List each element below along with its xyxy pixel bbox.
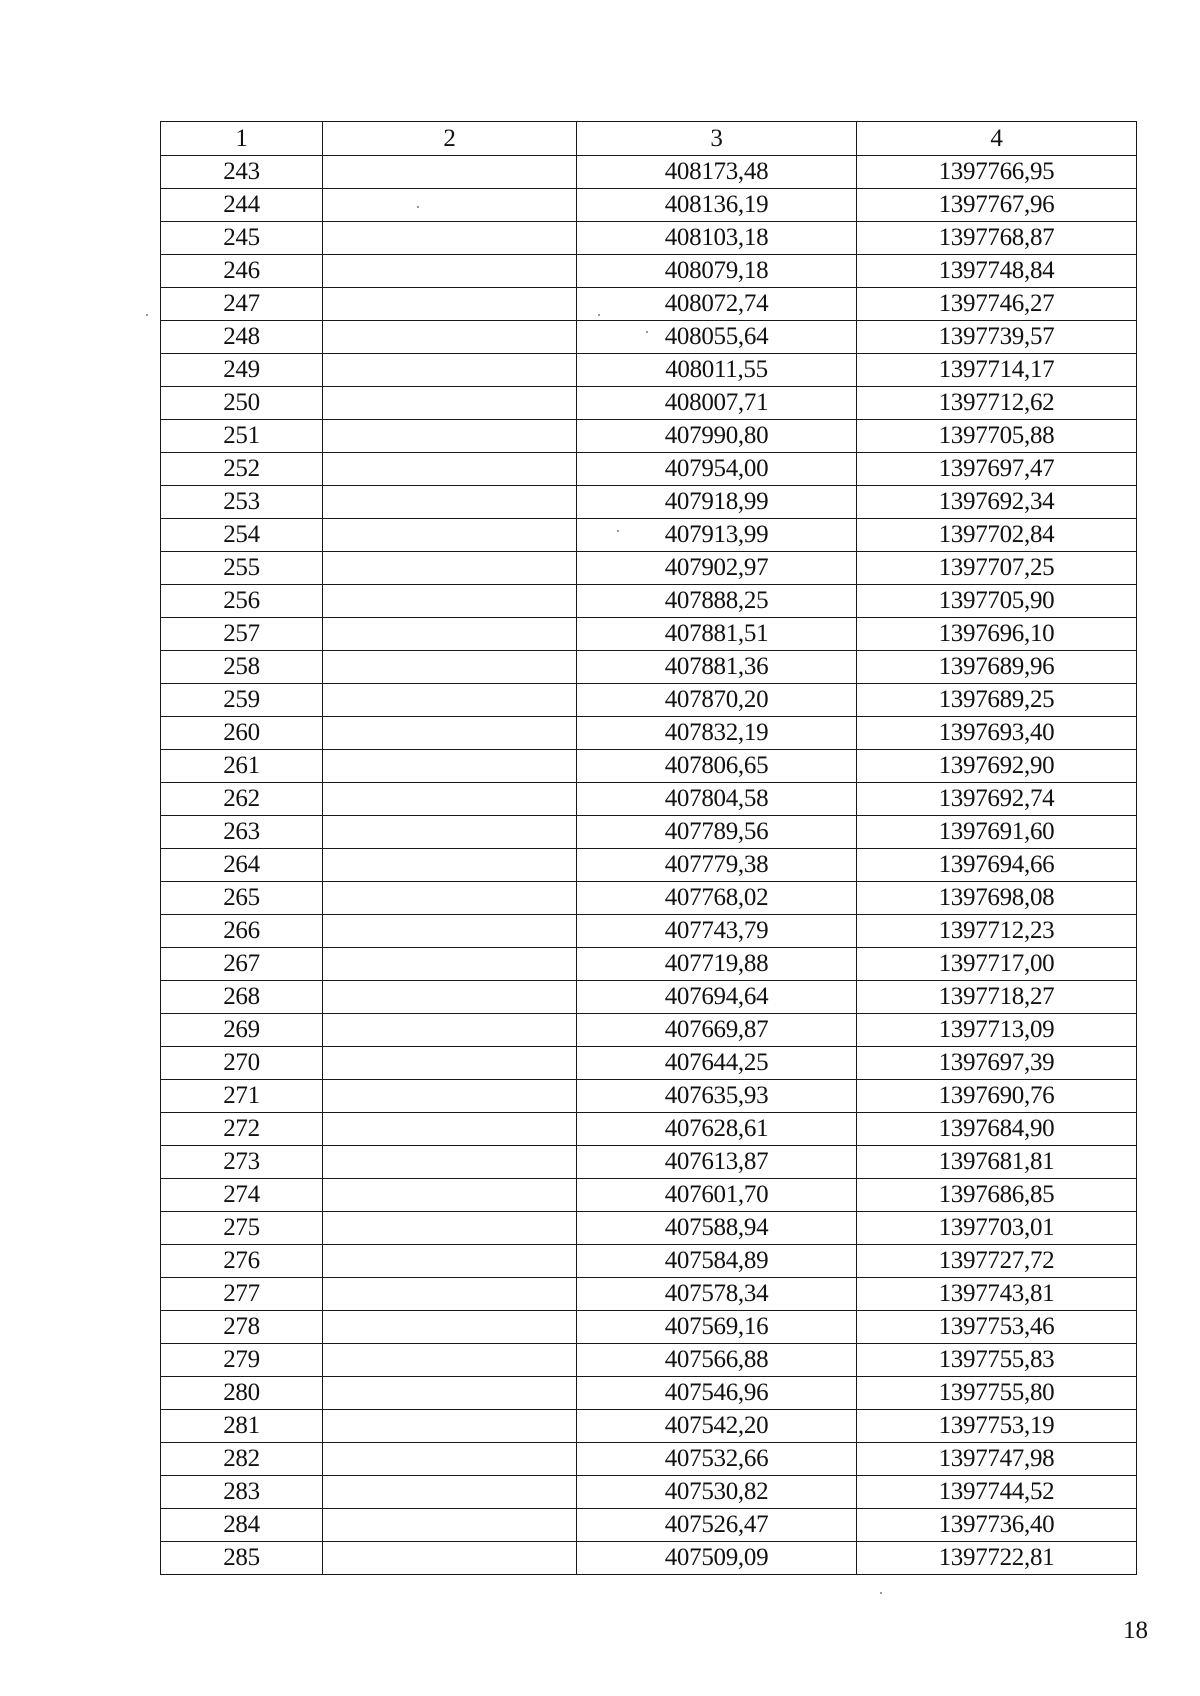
point-number-cell: 269 xyxy=(161,1014,323,1047)
x-coordinate-cell: 407509,09 xyxy=(577,1542,857,1575)
x-coordinate-cell: 408173,48 xyxy=(577,156,857,189)
y-coordinate-cell: 1397739,57 xyxy=(857,321,1137,354)
point-number-cell: 254 xyxy=(161,519,323,552)
empty-cell xyxy=(323,618,577,651)
point-number-cell: 284 xyxy=(161,1509,323,1542)
empty-cell xyxy=(323,684,577,717)
empty-cell xyxy=(323,1509,577,1542)
y-coordinate-cell: 1397707,25 xyxy=(857,552,1137,585)
empty-cell xyxy=(323,486,577,519)
x-coordinate-cell: 407789,56 xyxy=(577,816,857,849)
y-coordinate-cell: 1397702,84 xyxy=(857,519,1137,552)
empty-cell xyxy=(323,1443,577,1476)
empty-cell xyxy=(323,387,577,420)
empty-cell xyxy=(323,189,577,222)
y-coordinate-cell: 1397692,34 xyxy=(857,486,1137,519)
point-number-cell: 253 xyxy=(161,486,323,519)
x-coordinate-cell: 407578,34 xyxy=(577,1278,857,1311)
empty-cell xyxy=(323,1047,577,1080)
y-coordinate-cell: 1397694,66 xyxy=(857,849,1137,882)
empty-cell xyxy=(323,1311,577,1344)
table-row xyxy=(161,552,1137,585)
scan-speck xyxy=(417,206,419,208)
table-row xyxy=(161,387,1137,420)
x-coordinate-cell: 407530,82 xyxy=(577,1476,857,1509)
y-coordinate-cell: 1397736,40 xyxy=(857,1509,1137,1542)
point-number-cell: 258 xyxy=(161,651,323,684)
x-coordinate-cell: 408136,19 xyxy=(577,189,857,222)
table-row xyxy=(161,981,1137,1014)
x-coordinate-cell: 408103,18 xyxy=(577,222,857,255)
y-coordinate-cell: 1397712,23 xyxy=(857,915,1137,948)
point-number-cell: 267 xyxy=(161,948,323,981)
x-coordinate-cell: 407542,20 xyxy=(577,1410,857,1443)
point-number-cell: 264 xyxy=(161,849,323,882)
empty-cell xyxy=(323,1278,577,1311)
x-coordinate-cell: 407566,88 xyxy=(577,1344,857,1377)
x-coordinate-cell: 408007,71 xyxy=(577,387,857,420)
column-header: 2 xyxy=(323,122,577,156)
y-coordinate-cell: 1397768,87 xyxy=(857,222,1137,255)
point-number-cell: 250 xyxy=(161,387,323,420)
y-coordinate-cell: 1397755,83 xyxy=(857,1344,1137,1377)
point-number-cell: 260 xyxy=(161,717,323,750)
point-number-cell: 251 xyxy=(161,420,323,453)
table-row xyxy=(161,684,1137,717)
empty-cell xyxy=(323,1212,577,1245)
x-coordinate-cell: 407719,88 xyxy=(577,948,857,981)
point-number-cell: 273 xyxy=(161,1146,323,1179)
y-coordinate-cell: 1397767,96 xyxy=(857,189,1137,222)
table-row xyxy=(161,750,1137,783)
point-number-cell: 272 xyxy=(161,1113,323,1146)
table-row xyxy=(161,1113,1137,1146)
y-coordinate-cell: 1397703,01 xyxy=(857,1212,1137,1245)
y-coordinate-cell: 1397753,19 xyxy=(857,1410,1137,1443)
empty-cell xyxy=(323,420,577,453)
empty-cell xyxy=(323,1476,577,1509)
y-coordinate-cell: 1397705,90 xyxy=(857,585,1137,618)
x-coordinate-cell: 407526,47 xyxy=(577,1509,857,1542)
y-coordinate-cell: 1397692,74 xyxy=(857,783,1137,816)
empty-cell xyxy=(323,453,577,486)
x-coordinate-cell: 407804,58 xyxy=(577,783,857,816)
empty-cell xyxy=(323,1014,577,1047)
point-number-cell: 248 xyxy=(161,321,323,354)
table-row xyxy=(161,420,1137,453)
x-coordinate-cell: 407913,99 xyxy=(577,519,857,552)
empty-cell xyxy=(323,750,577,783)
table-row xyxy=(161,486,1137,519)
table-row xyxy=(161,1080,1137,1113)
y-coordinate-cell: 1397727,72 xyxy=(857,1245,1137,1278)
x-coordinate-cell: 407588,94 xyxy=(577,1212,857,1245)
point-number-cell: 257 xyxy=(161,618,323,651)
empty-cell xyxy=(323,816,577,849)
point-number-cell: 262 xyxy=(161,783,323,816)
table-header-row xyxy=(161,122,1137,156)
x-coordinate-cell: 407669,87 xyxy=(577,1014,857,1047)
x-coordinate-cell: 407881,36 xyxy=(577,651,857,684)
table-row xyxy=(161,1014,1137,1047)
y-coordinate-cell: 1397753,46 xyxy=(857,1311,1137,1344)
point-number-cell: 279 xyxy=(161,1344,323,1377)
y-coordinate-cell: 1397686,85 xyxy=(857,1179,1137,1212)
table-row xyxy=(161,1245,1137,1278)
scan-speck xyxy=(146,314,148,316)
table-row xyxy=(161,1542,1137,1575)
y-coordinate-cell: 1397698,08 xyxy=(857,882,1137,915)
point-number-cell: 252 xyxy=(161,453,323,486)
empty-cell xyxy=(323,1377,577,1410)
x-coordinate-cell: 407644,25 xyxy=(577,1047,857,1080)
point-number-cell: 249 xyxy=(161,354,323,387)
table-row xyxy=(161,354,1137,387)
x-coordinate-cell: 407954,00 xyxy=(577,453,857,486)
x-coordinate-cell: 407806,65 xyxy=(577,750,857,783)
y-coordinate-cell: 1397747,98 xyxy=(857,1443,1137,1476)
y-coordinate-cell: 1397696,10 xyxy=(857,618,1137,651)
y-coordinate-cell: 1397722,81 xyxy=(857,1542,1137,1575)
point-number-cell: 255 xyxy=(161,552,323,585)
y-coordinate-cell: 1397697,47 xyxy=(857,453,1137,486)
table-row xyxy=(161,1179,1137,1212)
point-number-cell: 261 xyxy=(161,750,323,783)
table-row xyxy=(161,816,1137,849)
scan-speck xyxy=(646,331,648,333)
table-row xyxy=(161,519,1137,552)
table-row xyxy=(161,1377,1137,1410)
empty-cell xyxy=(323,849,577,882)
table-row xyxy=(161,189,1137,222)
table-row xyxy=(161,915,1137,948)
point-number-cell: 277 xyxy=(161,1278,323,1311)
empty-cell xyxy=(323,882,577,915)
empty-cell xyxy=(323,288,577,321)
table-row xyxy=(161,1311,1137,1344)
y-coordinate-cell: 1397690,76 xyxy=(857,1080,1137,1113)
y-coordinate-cell: 1397766,95 xyxy=(857,156,1137,189)
x-coordinate-cell: 407832,19 xyxy=(577,717,857,750)
x-coordinate-cell: 407635,93 xyxy=(577,1080,857,1113)
y-coordinate-cell: 1397689,25 xyxy=(857,684,1137,717)
table-row xyxy=(161,1344,1137,1377)
empty-cell xyxy=(323,981,577,1014)
empty-cell xyxy=(323,783,577,816)
scan-speck xyxy=(617,530,619,532)
table-row xyxy=(161,1410,1137,1443)
x-coordinate-cell: 408055,64 xyxy=(577,321,857,354)
x-coordinate-cell: 407870,20 xyxy=(577,684,857,717)
x-coordinate-cell: 407888,25 xyxy=(577,585,857,618)
point-number-cell: 244 xyxy=(161,189,323,222)
table-row xyxy=(161,717,1137,750)
y-coordinate-cell: 1397714,17 xyxy=(857,354,1137,387)
point-number-cell: 276 xyxy=(161,1245,323,1278)
point-number-cell: 278 xyxy=(161,1311,323,1344)
y-coordinate-cell: 1397717,00 xyxy=(857,948,1137,981)
y-coordinate-cell: 1397692,90 xyxy=(857,750,1137,783)
empty-cell xyxy=(323,321,577,354)
empty-cell xyxy=(323,948,577,981)
point-number-cell: 245 xyxy=(161,222,323,255)
y-coordinate-cell: 1397744,52 xyxy=(857,1476,1137,1509)
table-body xyxy=(161,156,1137,1575)
x-coordinate-cell: 407584,89 xyxy=(577,1245,857,1278)
table-row xyxy=(161,321,1137,354)
y-coordinate-cell: 1397748,84 xyxy=(857,255,1137,288)
x-coordinate-cell: 408072,74 xyxy=(577,288,857,321)
point-number-cell: 247 xyxy=(161,288,323,321)
point-number-cell: 275 xyxy=(161,1212,323,1245)
empty-cell xyxy=(323,1146,577,1179)
table-row xyxy=(161,255,1137,288)
x-coordinate-cell: 407902,97 xyxy=(577,552,857,585)
table-row xyxy=(161,1047,1137,1080)
empty-cell xyxy=(323,1410,577,1443)
y-coordinate-cell: 1397713,09 xyxy=(857,1014,1137,1047)
table-row xyxy=(161,1146,1137,1179)
coordinates-table xyxy=(160,121,1137,1575)
point-number-cell: 263 xyxy=(161,816,323,849)
x-coordinate-cell: 407601,70 xyxy=(577,1179,857,1212)
table-row xyxy=(161,453,1137,486)
point-number-cell: 271 xyxy=(161,1080,323,1113)
empty-cell xyxy=(323,1080,577,1113)
empty-cell xyxy=(323,717,577,750)
empty-cell xyxy=(323,552,577,585)
y-coordinate-cell: 1397712,62 xyxy=(857,387,1137,420)
page-number: 18 xyxy=(1123,1617,1148,1644)
column-header: 1 xyxy=(161,122,323,156)
table-row xyxy=(161,783,1137,816)
scan-speck xyxy=(598,314,600,316)
table-row xyxy=(161,618,1137,651)
x-coordinate-cell: 408011,55 xyxy=(577,354,857,387)
point-number-cell: 280 xyxy=(161,1377,323,1410)
y-coordinate-cell: 1397718,27 xyxy=(857,981,1137,1014)
table-row xyxy=(161,156,1137,189)
empty-cell xyxy=(323,585,577,618)
x-coordinate-cell: 407881,51 xyxy=(577,618,857,651)
point-number-cell: 246 xyxy=(161,255,323,288)
point-number-cell: 266 xyxy=(161,915,323,948)
empty-cell xyxy=(323,1245,577,1278)
y-coordinate-cell: 1397743,81 xyxy=(857,1278,1137,1311)
y-coordinate-cell: 1397691,60 xyxy=(857,816,1137,849)
x-coordinate-cell: 407743,79 xyxy=(577,915,857,948)
y-coordinate-cell: 1397689,96 xyxy=(857,651,1137,684)
x-coordinate-cell: 408079,18 xyxy=(577,255,857,288)
y-coordinate-cell: 1397681,81 xyxy=(857,1146,1137,1179)
point-number-cell: 259 xyxy=(161,684,323,717)
table-row xyxy=(161,948,1137,981)
empty-cell xyxy=(323,255,577,288)
x-coordinate-cell: 407768,02 xyxy=(577,882,857,915)
empty-cell xyxy=(323,1542,577,1575)
x-coordinate-cell: 407918,99 xyxy=(577,486,857,519)
x-coordinate-cell: 407779,38 xyxy=(577,849,857,882)
x-coordinate-cell: 407569,16 xyxy=(577,1311,857,1344)
table-row xyxy=(161,1443,1137,1476)
point-number-cell: 243 xyxy=(161,156,323,189)
x-coordinate-cell: 407694,64 xyxy=(577,981,857,1014)
table-row xyxy=(161,1476,1137,1509)
point-number-cell: 274 xyxy=(161,1179,323,1212)
empty-cell xyxy=(323,354,577,387)
table-row xyxy=(161,882,1137,915)
y-coordinate-cell: 1397697,39 xyxy=(857,1047,1137,1080)
table-row xyxy=(161,288,1137,321)
point-number-cell: 270 xyxy=(161,1047,323,1080)
empty-cell xyxy=(323,156,577,189)
table-row xyxy=(161,1212,1137,1245)
x-coordinate-cell: 407546,96 xyxy=(577,1377,857,1410)
column-header: 4 xyxy=(857,122,1137,156)
y-coordinate-cell: 1397684,90 xyxy=(857,1113,1137,1146)
point-number-cell: 282 xyxy=(161,1443,323,1476)
y-coordinate-cell: 1397755,80 xyxy=(857,1377,1137,1410)
empty-cell xyxy=(323,1179,577,1212)
table-row xyxy=(161,849,1137,882)
x-coordinate-cell: 407990,80 xyxy=(577,420,857,453)
x-coordinate-cell: 407613,87 xyxy=(577,1146,857,1179)
table-row xyxy=(161,1278,1137,1311)
y-coordinate-cell: 1397693,40 xyxy=(857,717,1137,750)
table-row xyxy=(161,651,1137,684)
empty-cell xyxy=(323,519,577,552)
table-row xyxy=(161,1509,1137,1542)
table-row xyxy=(161,222,1137,255)
empty-cell xyxy=(323,222,577,255)
empty-cell xyxy=(323,651,577,684)
point-number-cell: 268 xyxy=(161,981,323,1014)
column-header: 3 xyxy=(577,122,857,156)
x-coordinate-cell: 407628,61 xyxy=(577,1113,857,1146)
table-row xyxy=(161,585,1137,618)
point-number-cell: 285 xyxy=(161,1542,323,1575)
x-coordinate-cell: 407532,66 xyxy=(577,1443,857,1476)
y-coordinate-cell: 1397746,27 xyxy=(857,288,1137,321)
point-number-cell: 265 xyxy=(161,882,323,915)
y-coordinate-cell: 1397705,88 xyxy=(857,420,1137,453)
scan-speck xyxy=(880,1592,882,1594)
empty-cell xyxy=(323,1344,577,1377)
point-number-cell: 281 xyxy=(161,1410,323,1443)
empty-cell xyxy=(323,915,577,948)
point-number-cell: 256 xyxy=(161,585,323,618)
point-number-cell: 283 xyxy=(161,1476,323,1509)
empty-cell xyxy=(323,1113,577,1146)
